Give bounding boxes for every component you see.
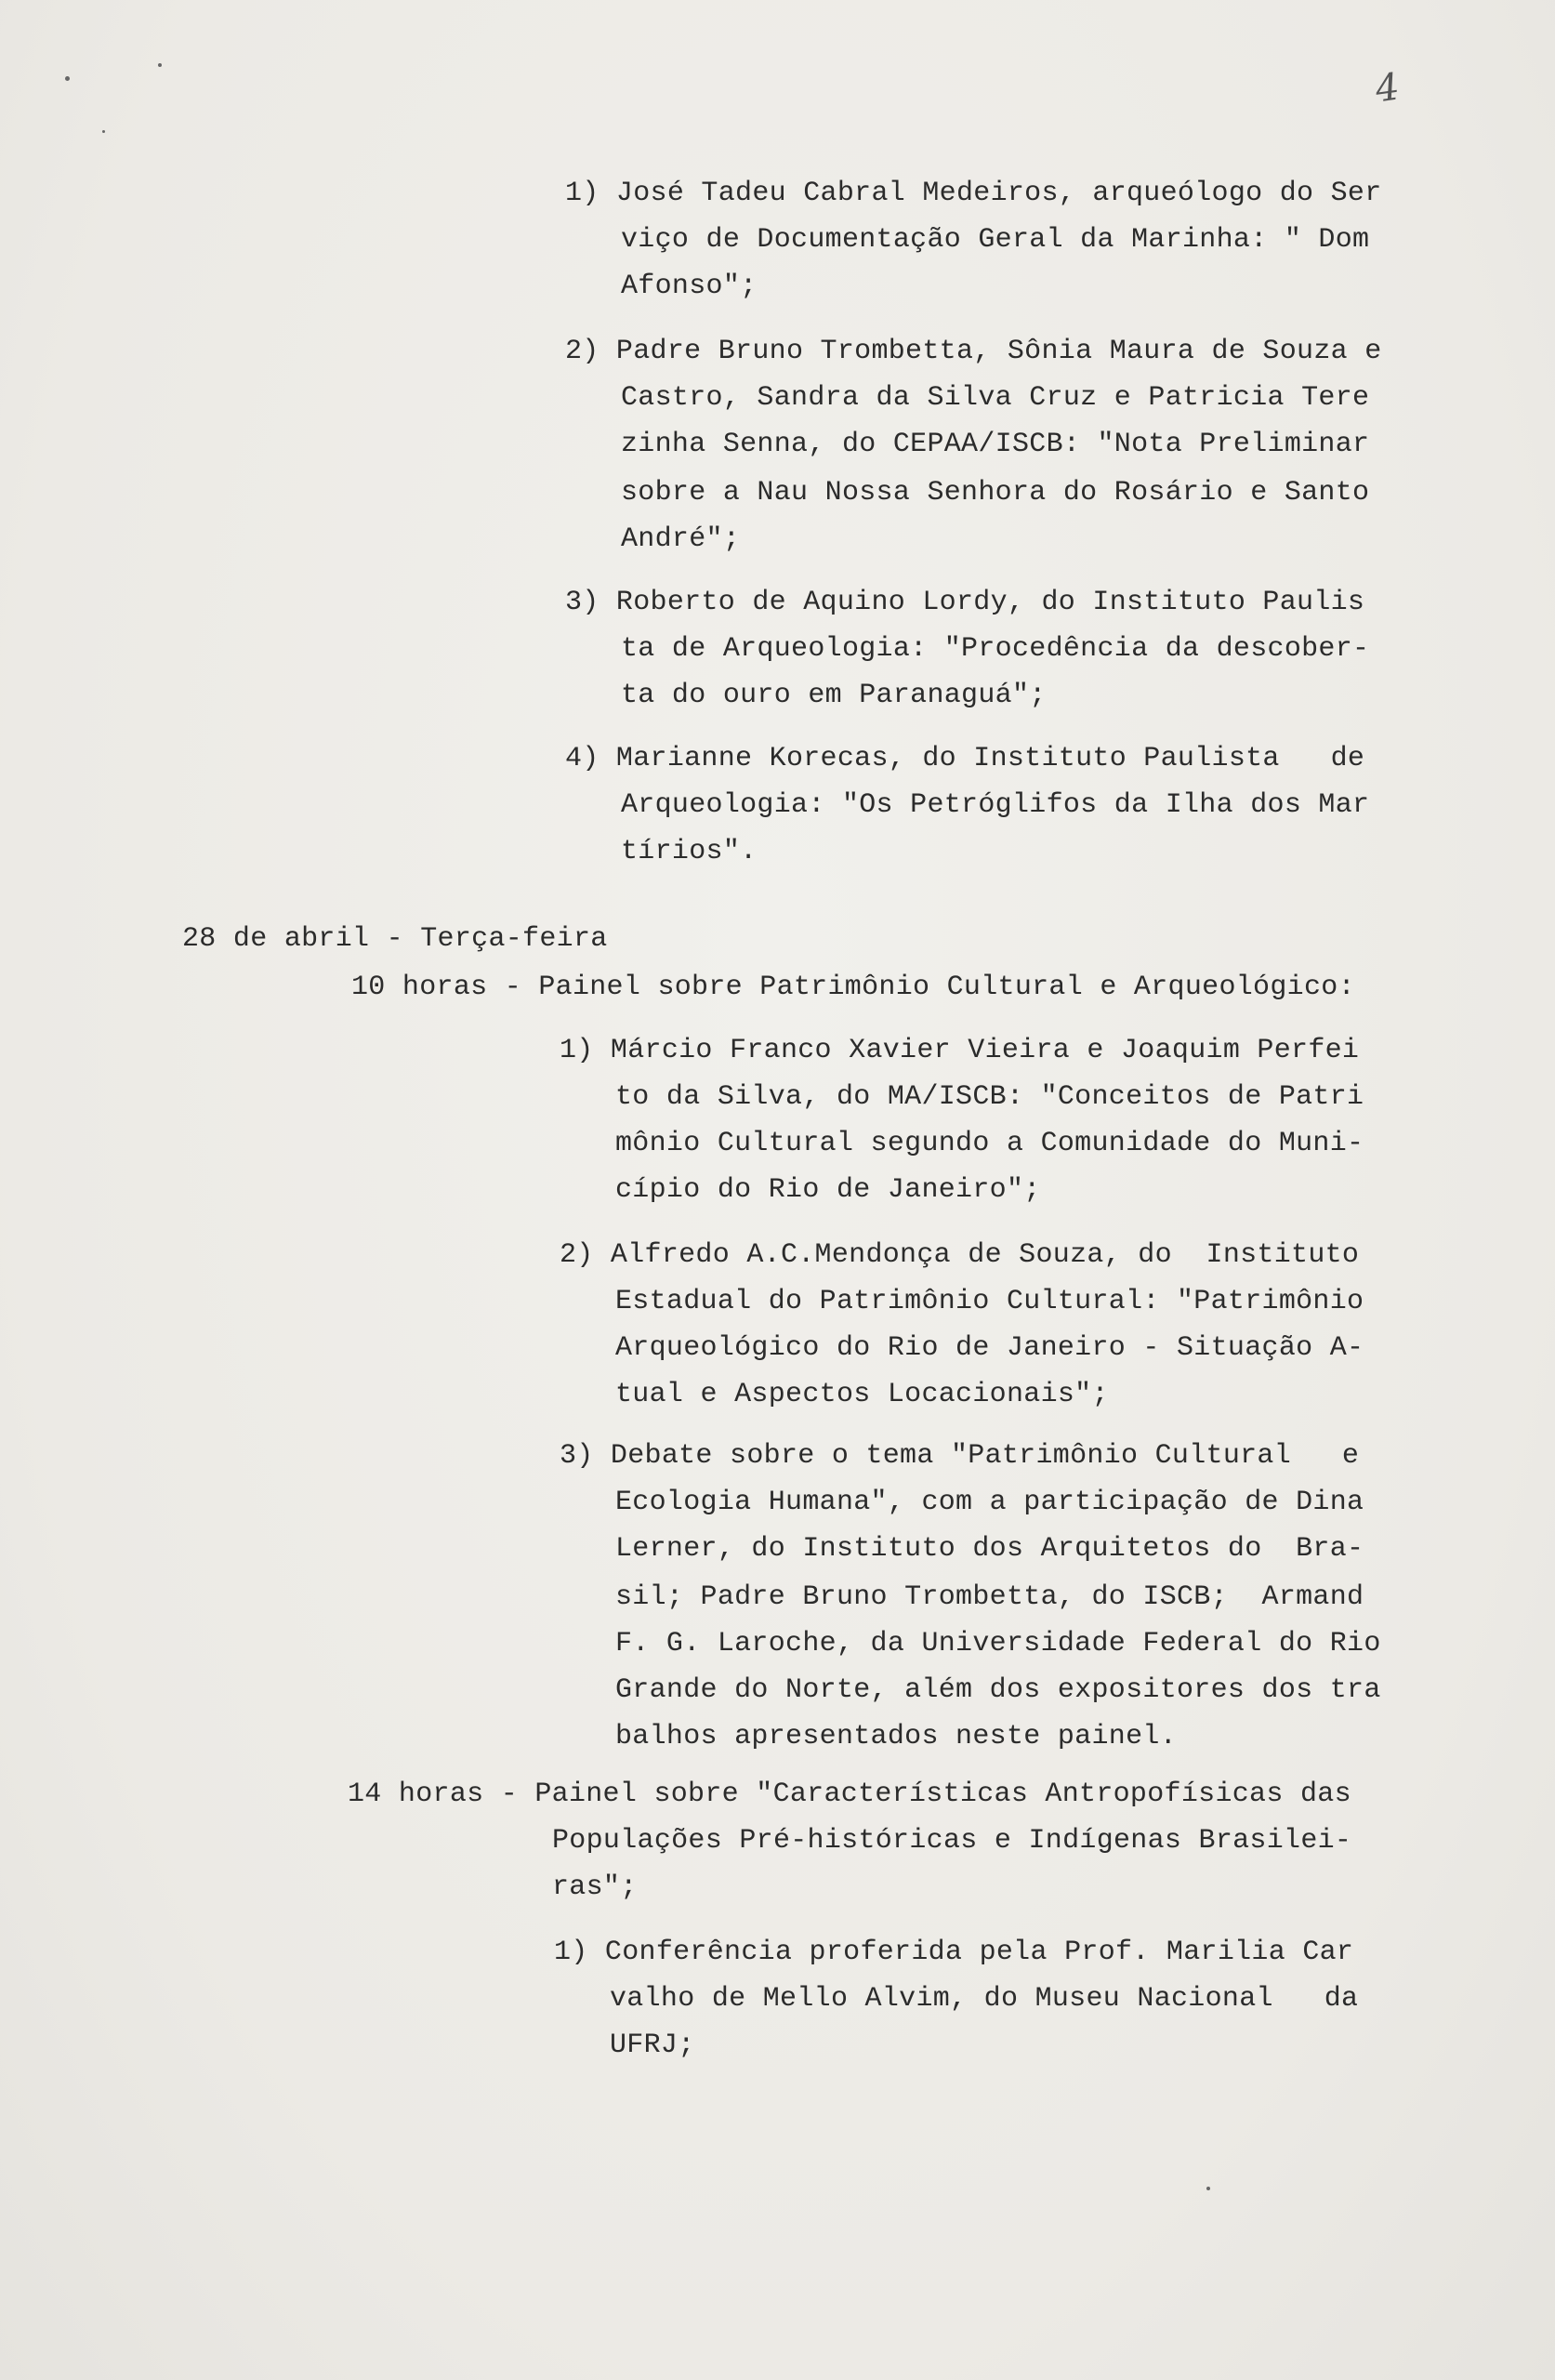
text-line: 4) Marianne Korecas, do Instituto Paulista de [565, 743, 1365, 774]
text-line: F. G. Laroche, da Universidade Federal do Rio [615, 1628, 1381, 1659]
text-line: Populações Pré-históricas e Indígenas Brasilei- [552, 1825, 1352, 1857]
text-line: viço de Documentação Geral da Marinha: " Dom [621, 224, 1370, 256]
text-line: ta de Arqueologia: "Procedência da descober- [621, 633, 1370, 665]
text-line: ras"; [552, 1871, 638, 1903]
text-line: 10 horas - Painel sobre Patrimônio Cultural e Arqueológico: [351, 972, 1355, 1003]
scan-speck [102, 130, 105, 133]
text-line: Arqueológico do Rio de Janeiro - Situação A- [615, 1332, 1364, 1364]
text-line: 2) Alfredo A.C.Mendonça de Souza, do Instituto [560, 1239, 1360, 1271]
text-line: to da Silva, do MA/ISCB: "Conceitos de Patri [615, 1081, 1364, 1113]
text-line: sil; Padre Bruno Trombetta, do ISCB; Armand [615, 1581, 1364, 1613]
text-line: 2) Padre Bruno Trombetta, Sônia Maura de Souza e [565, 336, 1382, 367]
text-line: UFRJ; [610, 2030, 695, 2061]
text-line: 1) Conferência proferida pela Prof. Marilia Car [554, 1937, 1354, 1968]
scan-speck [1206, 2187, 1210, 2190]
text-line: Castro, Sandra da Silva Cruz e Patricia Tere [621, 382, 1370, 414]
text-line: André"; [621, 523, 741, 555]
text-line: Grande do Norte, além dos expositores dos tra [615, 1674, 1381, 1706]
text-line: 3) Roberto de Aquino Lordy, do Instituto Paulis [565, 587, 1365, 618]
text-line: zinha Senna, do CEPAA/ISCB: "Nota Preliminar [621, 429, 1370, 460]
text-line: Afonso"; [621, 271, 758, 302]
text-line: sobre a Nau Nossa Senhora do Rosário e Santo [621, 477, 1370, 509]
text-line: tual e Aspectos Locacionais"; [615, 1379, 1109, 1410]
text-line: 3) Debate sobre o tema "Patrimônio Cultural e [560, 1440, 1360, 1472]
page-number: 4 [1372, 65, 1403, 112]
text-line: tírios". [621, 836, 758, 867]
text-line: Arqueologia: "Os Petróglifos da Ilha dos Mar [621, 789, 1370, 821]
text-line: Lerner, do Instituto dos Arquitetos do Bra- [615, 1533, 1364, 1565]
text-line: 14 horas - Painel sobre "Características Antropofísicas das [348, 1778, 1351, 1810]
text-line: Ecologia Humana", com a participação de Dina [615, 1487, 1364, 1518]
text-line: 1) Márcio Franco Xavier Vieira e Joaquim Perfei [560, 1035, 1360, 1066]
text-line: 28 de abril - Terça-feira [182, 923, 608, 955]
text-line: ta do ouro em Paranaguá"; [621, 680, 1047, 711]
text-line: valho de Mello Alvim, do Museu Nacional da [610, 1983, 1359, 2015]
text-line: balhos apresentados neste painel. [615, 1721, 1177, 1752]
text-line: cípio do Rio de Janeiro"; [615, 1174, 1041, 1206]
scan-speck [158, 63, 162, 67]
text-line: mônio Cultural segundo a Comunidade do Muni- [615, 1128, 1364, 1159]
scan-speck [65, 76, 70, 81]
text-line: Estadual do Patrimônio Cultural: "Patrimônio [615, 1286, 1364, 1317]
text-line: 1) José Tadeu Cabral Medeiros, arqueólogo do Ser [565, 178, 1382, 209]
